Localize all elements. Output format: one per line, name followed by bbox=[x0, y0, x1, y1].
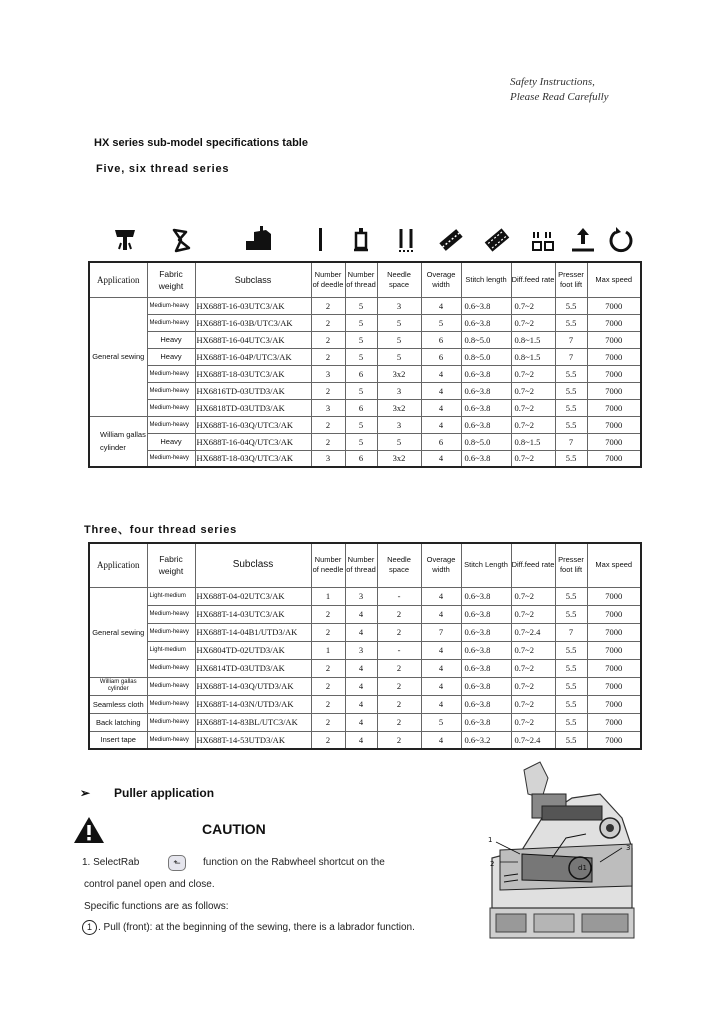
header-fabric-weight: Fabric weight bbox=[147, 543, 195, 587]
subclass: HX688T-16-04Q/UTC3/AK bbox=[195, 433, 311, 450]
thread-icon bbox=[344, 224, 378, 256]
table-row bbox=[89, 399, 641, 416]
fabric-weight: Medium-heavy bbox=[147, 399, 195, 416]
table-row bbox=[89, 641, 641, 659]
instruction-line-4 bbox=[82, 920, 415, 935]
thread-count: 5 bbox=[345, 348, 377, 365]
diff-feed-rate: 0.7~2 bbox=[511, 382, 555, 399]
thread-count: 5 bbox=[345, 382, 377, 399]
stitch-length-icon bbox=[480, 224, 514, 256]
fabric-weight: Medium-heavy bbox=[147, 314, 195, 331]
needle-count: 2 bbox=[311, 416, 345, 433]
stitch-length: 0.6~3.8 bbox=[461, 365, 511, 382]
stitch-length: 0.6~3.8 bbox=[461, 695, 511, 713]
header-stitch-length: Stitch length bbox=[461, 262, 511, 297]
table-row bbox=[89, 677, 641, 695]
thread-count: 4 bbox=[345, 623, 377, 641]
overage-width: 5 bbox=[421, 314, 461, 331]
presser-foot-lift: 5.5 bbox=[555, 605, 587, 623]
fabric-weight: Medium-heavy bbox=[147, 731, 195, 749]
table-row bbox=[89, 348, 641, 365]
fabric-weight: Medium-heavy bbox=[147, 450, 195, 467]
presser-foot-icon bbox=[108, 224, 142, 256]
presser-foot-lift: 5.5 bbox=[555, 695, 587, 713]
stitch-length: 0.6~3.8 bbox=[461, 659, 511, 677]
speed-icon bbox=[604, 224, 638, 256]
header-presser-foot-lift: Presser foot lift bbox=[555, 262, 587, 297]
presser-foot-lift: 5.5 bbox=[555, 659, 587, 677]
diff-feed-rate: 0.7~2.4 bbox=[511, 731, 555, 749]
safety-note bbox=[510, 75, 609, 105]
table-header-row bbox=[89, 262, 641, 297]
needle-space: 2 bbox=[377, 713, 421, 731]
needle-count: 2 bbox=[311, 713, 345, 731]
overage-width: 4 bbox=[421, 450, 461, 467]
diff-feed-rate: 0.7~2 bbox=[511, 297, 555, 314]
overage-width: 4 bbox=[421, 399, 461, 416]
header-needle-space: Needle space bbox=[377, 543, 421, 587]
stitch-length: 0.6~3.8 bbox=[461, 450, 511, 467]
fabric-weight: Medium-heavy bbox=[147, 623, 195, 641]
overage-width: 4 bbox=[421, 382, 461, 399]
needle-count: 2 bbox=[311, 348, 345, 365]
overage-width: 4 bbox=[421, 677, 461, 695]
max-speed: 7000 bbox=[587, 659, 641, 677]
needle-count: 2 bbox=[311, 659, 345, 677]
table-row bbox=[89, 433, 641, 450]
table-row bbox=[89, 297, 641, 314]
presser-foot-lift: 5.5 bbox=[555, 382, 587, 399]
caution-title: CAUTION bbox=[202, 821, 266, 837]
max-speed: 7000 bbox=[587, 416, 641, 433]
application-group: Back latching bbox=[89, 713, 147, 731]
max-speed: 7000 bbox=[587, 433, 641, 450]
header-max-speed: Max speed bbox=[587, 543, 641, 587]
stitch-length: 0.6~3.8 bbox=[461, 314, 511, 331]
needle-count: 2 bbox=[311, 731, 345, 749]
diff-feed-rate: 0.7~2 bbox=[511, 416, 555, 433]
needle-space: 5 bbox=[377, 331, 421, 348]
puller-heading bbox=[80, 786, 214, 800]
overage-width: 4 bbox=[421, 416, 461, 433]
max-speed: 7000 bbox=[587, 314, 641, 331]
overage-width: 6 bbox=[421, 331, 461, 348]
subclass: HX688T-14-53UTD3/AK bbox=[195, 731, 311, 749]
foot-lift-icon bbox=[566, 224, 600, 256]
overage-width: 4 bbox=[421, 659, 461, 677]
machine-icon bbox=[242, 224, 276, 256]
fabric-weight: Heavy bbox=[147, 348, 195, 365]
needle-space: 3 bbox=[377, 382, 421, 399]
needle-space: 2 bbox=[377, 677, 421, 695]
fabric-weight: Medium-heavy bbox=[147, 659, 195, 677]
needle-space: 2 bbox=[377, 605, 421, 623]
diff-feed-rate: 0.8~1.5 bbox=[511, 348, 555, 365]
overage-width: 4 bbox=[421, 297, 461, 314]
fabric-weight: Medium-heavy bbox=[147, 365, 195, 382]
thread-count: 5 bbox=[345, 314, 377, 331]
overage-width: 6 bbox=[421, 348, 461, 365]
subclass: HX688T-14-03UTC3/AK bbox=[195, 605, 311, 623]
overage-width: 4 bbox=[421, 641, 461, 659]
stitch-length: 0.6~3.8 bbox=[461, 416, 511, 433]
thread-count: 5 bbox=[345, 331, 377, 348]
needle-count: 3 bbox=[311, 399, 345, 416]
header-diff-feed: Diff.feed rate bbox=[511, 543, 555, 587]
stitch-length: 0.6~3.8 bbox=[461, 641, 511, 659]
fabric-weight: Heavy bbox=[147, 433, 195, 450]
stitch-length: 0.6~3.8 bbox=[461, 297, 511, 314]
figure-label-1: 1 bbox=[488, 836, 493, 844]
max-speed: 7000 bbox=[587, 348, 641, 365]
needle-count: 2 bbox=[311, 297, 345, 314]
stitch-length: 0.6~3.2 bbox=[461, 731, 511, 749]
needle-space: 5 bbox=[377, 433, 421, 450]
stitch-length: 0.6~3.8 bbox=[461, 382, 511, 399]
presser-foot-lift: 5.5 bbox=[555, 314, 587, 331]
max-speed: 7000 bbox=[587, 677, 641, 695]
max-speed: 7000 bbox=[587, 365, 641, 382]
max-speed: 7000 bbox=[587, 641, 641, 659]
thread-count: 5 bbox=[345, 416, 377, 433]
thread-count: 4 bbox=[345, 659, 377, 677]
needle-space: 3x2 bbox=[377, 450, 421, 467]
needle-space: 3x2 bbox=[377, 365, 421, 382]
three-four-thread-spec-table bbox=[88, 542, 642, 750]
presser-foot-lift: 7 bbox=[555, 433, 587, 450]
application-group: General sewing bbox=[89, 297, 147, 416]
header-application: Application bbox=[89, 543, 147, 587]
overage-width: 6 bbox=[421, 433, 461, 450]
stitch-length: 0.6~3.8 bbox=[461, 677, 511, 695]
thread-count: 4 bbox=[345, 695, 377, 713]
presser-foot-lift: 5.5 bbox=[555, 731, 587, 749]
overedge-icon bbox=[434, 224, 468, 256]
overage-width: 4 bbox=[421, 365, 461, 382]
figure-label-d1: d1 bbox=[578, 864, 587, 872]
fabric-weight: Medium-heavy bbox=[147, 416, 195, 433]
stitch-length: 0.8~5.0 bbox=[461, 331, 511, 348]
instruction-line-3: Specific functions are as follows: bbox=[84, 901, 229, 912]
needle-count: 3 bbox=[311, 365, 345, 382]
max-speed: 7000 bbox=[587, 623, 641, 641]
header-overage-width: Overage width bbox=[421, 262, 461, 297]
header-subclass: Subclass bbox=[195, 262, 311, 297]
thread-count: 6 bbox=[345, 365, 377, 382]
needle-count: 2 bbox=[311, 331, 345, 348]
header-stitch-length: Stitch Length bbox=[461, 543, 511, 587]
thread-count: 4 bbox=[345, 677, 377, 695]
diff-feed-rate: 0.7~2 bbox=[511, 314, 555, 331]
fabric-weight: Light-medium bbox=[147, 641, 195, 659]
table-row bbox=[89, 365, 641, 382]
max-speed: 7000 bbox=[587, 382, 641, 399]
section-title: HX series sub-model specifications table bbox=[94, 137, 308, 149]
spec-icon-row bbox=[96, 222, 640, 258]
diff-feed-rate: 0.7~2 bbox=[511, 587, 555, 605]
rab-function-icon: ⬑ bbox=[168, 855, 186, 871]
warning-triangle-icon bbox=[72, 815, 106, 845]
max-speed: 7000 bbox=[587, 605, 641, 623]
subclass: HX688T-14-03N/UTD3/AK bbox=[195, 695, 311, 713]
diff-feed-rate: 0.7~2 bbox=[511, 399, 555, 416]
needle-count: 2 bbox=[311, 314, 345, 331]
needle-count: 2 bbox=[311, 382, 345, 399]
needle-count: 2 bbox=[311, 677, 345, 695]
needle-space: 2 bbox=[377, 659, 421, 677]
subclass: HX688T-18-03UTC3/AK bbox=[195, 365, 311, 382]
stitch-length: 0.8~5.0 bbox=[461, 433, 511, 450]
presser-foot-lift: 5.5 bbox=[555, 713, 587, 731]
needle-space: - bbox=[377, 587, 421, 605]
subclass: HX688T-18-03Q/UTC3/AK bbox=[195, 450, 311, 467]
presser-foot-lift: 5.5 bbox=[555, 450, 587, 467]
subclass: HX688T-14-04B1/UTD3/AK bbox=[195, 623, 311, 641]
subclass: HX688T-16-03Q/UTC3/AK bbox=[195, 416, 311, 433]
needle-space: 2 bbox=[377, 731, 421, 749]
application-group: William gallas cylinder bbox=[89, 677, 147, 695]
stitch-length: 0.8~5.0 bbox=[461, 348, 511, 365]
thread-count: 3 bbox=[345, 641, 377, 659]
five-six-thread-spec-table bbox=[88, 261, 642, 468]
needle-space: 2 bbox=[377, 695, 421, 713]
presser-foot-lift: 5.5 bbox=[555, 297, 587, 314]
diff-feed-rate: 0.7~2 bbox=[511, 659, 555, 677]
presser-foot-lift: 7 bbox=[555, 348, 587, 365]
subclass: HX688T-16-03B/UTC3/AK bbox=[195, 314, 311, 331]
overage-width: 4 bbox=[421, 605, 461, 623]
presser-foot-lift: 5.5 bbox=[555, 641, 587, 659]
needle-count: 2 bbox=[311, 695, 345, 713]
needle-space-icon bbox=[390, 224, 424, 256]
subclass: HX6818TD-03UTD3/AK bbox=[195, 399, 311, 416]
instruction-line-2: control panel open and close. bbox=[84, 879, 215, 890]
max-speed: 7000 bbox=[587, 450, 641, 467]
subclass: HX688T-16-03UTC3/AK bbox=[195, 297, 311, 314]
presser-foot-lift: 5.5 bbox=[555, 365, 587, 382]
arrow-bullet-icon: ➢ bbox=[80, 786, 91, 800]
header-max-speed: Max speed bbox=[587, 262, 641, 297]
needle-count: 2 bbox=[311, 433, 345, 450]
needle-space: 5 bbox=[377, 314, 421, 331]
presser-foot-lift: 7 bbox=[555, 331, 587, 348]
table-row bbox=[89, 713, 641, 731]
fabric-weight: Medium-heavy bbox=[147, 605, 195, 623]
overage-width: 7 bbox=[421, 623, 461, 641]
subclass: HX6804TD-02UTD3/AK bbox=[195, 641, 311, 659]
stitch-length: 0.6~3.8 bbox=[461, 587, 511, 605]
max-speed: 7000 bbox=[587, 713, 641, 731]
subclass: HX688T-14-03Q/UTD3/AK bbox=[195, 677, 311, 695]
stitch-length: 0.6~3.8 bbox=[461, 623, 511, 641]
table-row bbox=[89, 382, 641, 399]
instruction-line-1a: 1. SelectRab bbox=[82, 857, 140, 868]
needle-count: 1 bbox=[311, 641, 345, 659]
application-group: Seamless cloth bbox=[89, 695, 147, 713]
application-group: William gallas cylinder bbox=[89, 416, 147, 467]
subclass: HX688T-16-04P/UTC3/AK bbox=[195, 348, 311, 365]
presser-foot-lift: 5.5 bbox=[555, 677, 587, 695]
table-row bbox=[89, 416, 641, 433]
presser-foot-lift: 7 bbox=[555, 623, 587, 641]
thread-count: 4 bbox=[345, 713, 377, 731]
needle-space: 2 bbox=[377, 623, 421, 641]
overage-width: 4 bbox=[421, 695, 461, 713]
stitch-length: 0.6~3.8 bbox=[461, 713, 511, 731]
max-speed: 7000 bbox=[587, 297, 641, 314]
needle-space: 3x2 bbox=[377, 399, 421, 416]
diff-feed-rate: 0.8~1.5 bbox=[511, 433, 555, 450]
header-application: Application bbox=[89, 262, 147, 297]
subclass: HX6814TD-03UTD3/AK bbox=[195, 659, 311, 677]
table-header-row bbox=[89, 543, 641, 587]
overage-width: 4 bbox=[421, 587, 461, 605]
fabric-weight: Heavy bbox=[147, 331, 195, 348]
table-row bbox=[89, 695, 641, 713]
table2-title: Three、four thread series bbox=[84, 524, 238, 536]
needle-space: 3 bbox=[377, 416, 421, 433]
table-row bbox=[89, 450, 641, 467]
needle-count: 3 bbox=[311, 450, 345, 467]
fabric-weight: Medium-heavy bbox=[147, 677, 195, 695]
safety-line-2: Please Read Carefully bbox=[510, 91, 609, 103]
header-thread-count: Number of thread bbox=[345, 262, 377, 297]
stitch-length: 0.6~3.8 bbox=[461, 399, 511, 416]
safety-line-1: Safety Instructions, bbox=[510, 76, 595, 88]
thread-count: 5 bbox=[345, 297, 377, 314]
max-speed: 7000 bbox=[587, 399, 641, 416]
max-speed: 7000 bbox=[587, 731, 641, 749]
table-row bbox=[89, 623, 641, 641]
header-thread-count: Number of thread bbox=[345, 543, 377, 587]
stitch-length: 0.6~3.8 bbox=[461, 605, 511, 623]
needle-count: 1 bbox=[311, 587, 345, 605]
fabric-weight: Medium-heavy bbox=[147, 382, 195, 399]
diff-feed-rate: 0.7~2 bbox=[511, 605, 555, 623]
header-subclass: Subclass bbox=[195, 543, 311, 587]
table-row bbox=[89, 731, 641, 749]
circled-number: 1 bbox=[82, 920, 97, 935]
max-speed: 7000 bbox=[587, 331, 641, 348]
fabric-icon bbox=[164, 224, 198, 256]
needle-space: 5 bbox=[377, 348, 421, 365]
diff-feed-icon bbox=[526, 224, 560, 256]
overage-width: 5 bbox=[421, 713, 461, 731]
subclass: HX6816TD-03UTD3/AK bbox=[195, 382, 311, 399]
application-group: General sewing bbox=[89, 587, 147, 677]
header-presser-foot-lift: Presser foot lift bbox=[555, 543, 587, 587]
needle-space: 3 bbox=[377, 297, 421, 314]
diff-feed-rate: 0.7~2 bbox=[511, 450, 555, 467]
needle-count: 2 bbox=[311, 623, 345, 641]
needle-count: 2 bbox=[311, 605, 345, 623]
diff-feed-rate: 0.7~2 bbox=[511, 713, 555, 731]
fabric-weight: Light-medium bbox=[147, 587, 195, 605]
table-row bbox=[89, 314, 641, 331]
fabric-weight: Medium-heavy bbox=[147, 713, 195, 731]
header-needle-space: Needle space bbox=[377, 262, 421, 297]
header-diff-feed: Diff.feed rate bbox=[511, 262, 555, 297]
header-needle-count: Number of deedle bbox=[311, 262, 345, 297]
diff-feed-rate: 0.7~2 bbox=[511, 677, 555, 695]
needle-icon bbox=[304, 224, 338, 256]
thread-count: 6 bbox=[345, 450, 377, 467]
subclass: HX688T-14-83BL/UTC3/AK bbox=[195, 713, 311, 731]
subclass: HX688T-04-02UTC3/AK bbox=[195, 587, 311, 605]
diff-feed-rate: 0.7~2 bbox=[511, 365, 555, 382]
fabric-weight: Medium-heavy bbox=[147, 297, 195, 314]
application-group: Insert tape bbox=[89, 731, 147, 749]
diff-feed-rate: 0.8~1.5 bbox=[511, 331, 555, 348]
diff-feed-rate: 0.7~2 bbox=[511, 695, 555, 713]
puller-heading-text: Puller application bbox=[114, 786, 215, 800]
diff-feed-rate: 0.7~2.4 bbox=[511, 623, 555, 641]
table-row bbox=[89, 587, 641, 605]
header-fabric-weight: Fabric weight bbox=[147, 262, 195, 297]
instruction-line-4-text: . Pull (front): at the beginning of the sewing, there is a labrador function. bbox=[98, 922, 415, 933]
needle-space: - bbox=[377, 641, 421, 659]
table-row bbox=[89, 331, 641, 348]
header-overage-width: Overage width bbox=[421, 543, 461, 587]
figure-label-3: 3 bbox=[626, 844, 631, 852]
thread-count: 4 bbox=[345, 605, 377, 623]
header-needle-count: Number of needle bbox=[311, 543, 345, 587]
overlock-machine-figure bbox=[482, 758, 642, 944]
presser-foot-lift: 5.5 bbox=[555, 587, 587, 605]
overage-width: 4 bbox=[421, 731, 461, 749]
table1-title: Five, six thread series bbox=[96, 163, 230, 175]
instruction-line-1b: function on the Rabwheel shortcut on the bbox=[203, 857, 385, 868]
subclass: HX688T-16-04UTC3/AK bbox=[195, 331, 311, 348]
presser-foot-lift: 5.5 bbox=[555, 399, 587, 416]
thread-count: 5 bbox=[345, 433, 377, 450]
table-row bbox=[89, 605, 641, 623]
thread-count: 6 bbox=[345, 399, 377, 416]
thread-count: 4 bbox=[345, 731, 377, 749]
max-speed: 7000 bbox=[587, 695, 641, 713]
max-speed: 7000 bbox=[587, 587, 641, 605]
figure-label-2: 2 bbox=[490, 860, 495, 868]
fabric-weight: Medium-heavy bbox=[147, 695, 195, 713]
presser-foot-lift: 5.5 bbox=[555, 416, 587, 433]
thread-count: 3 bbox=[345, 587, 377, 605]
diff-feed-rate: 0.7~2 bbox=[511, 641, 555, 659]
table-row bbox=[89, 659, 641, 677]
